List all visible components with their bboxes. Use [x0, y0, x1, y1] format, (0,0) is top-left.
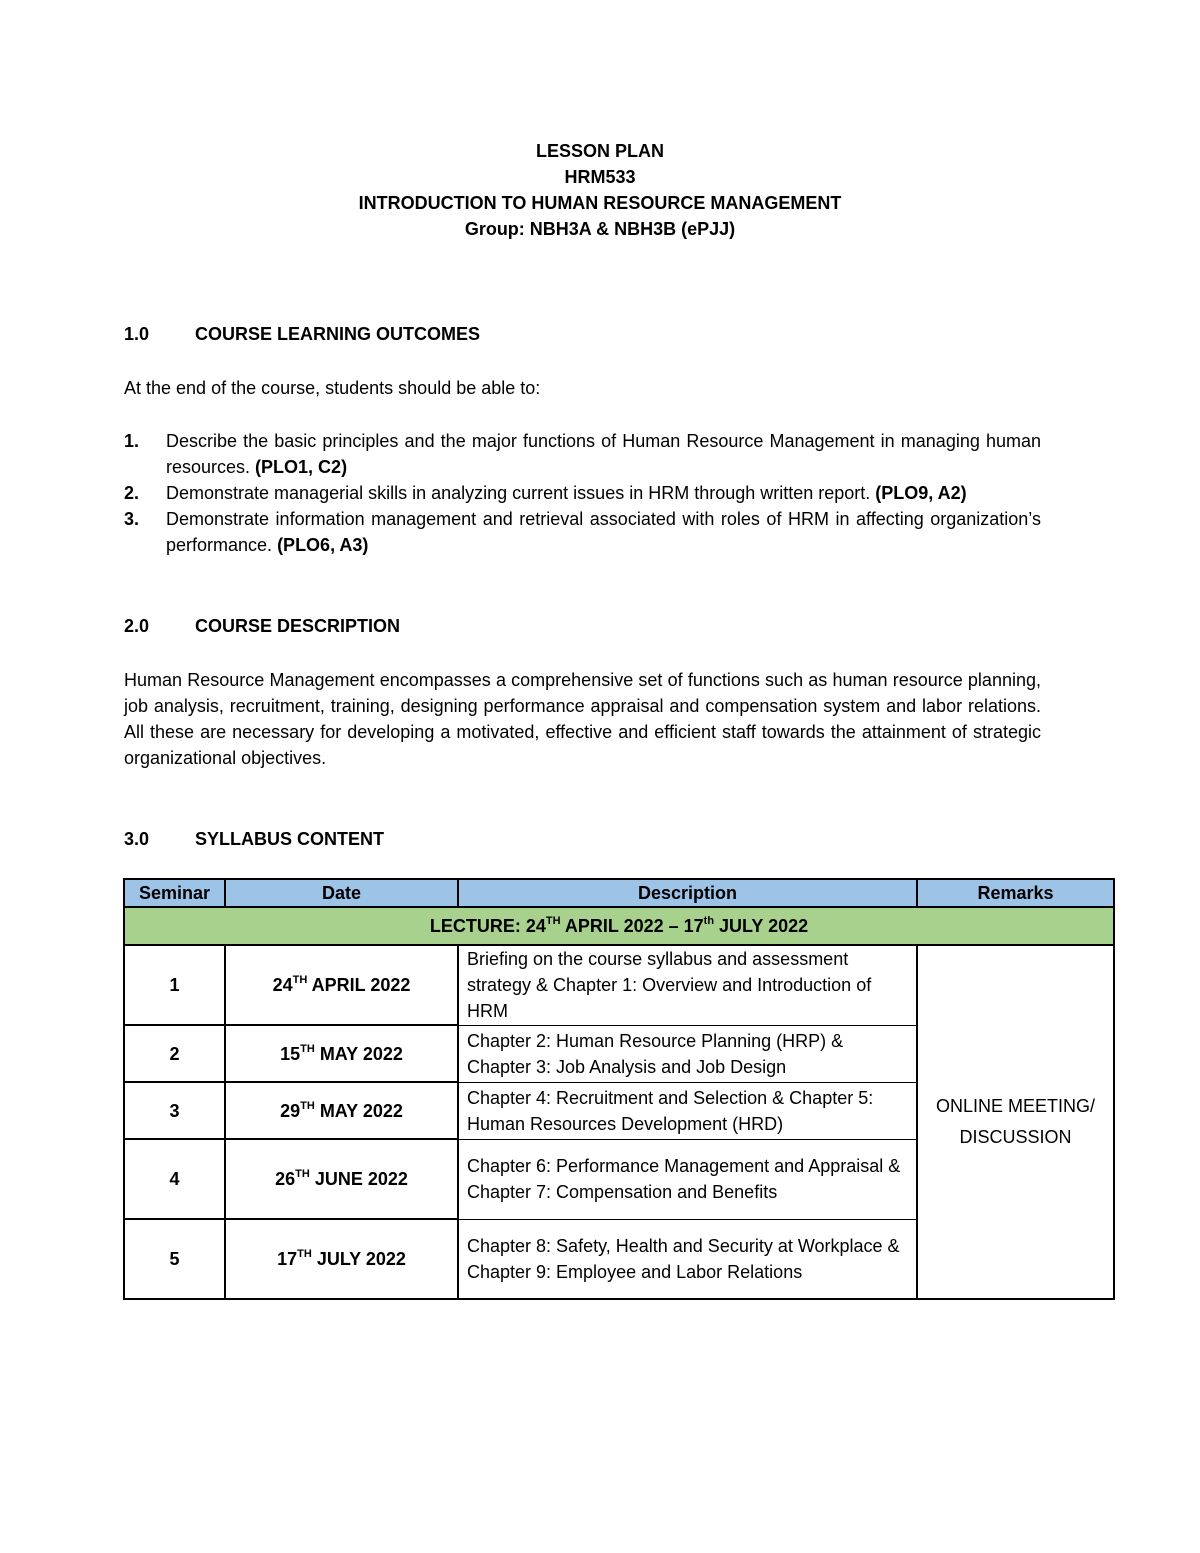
seminar-date	[225, 1139, 458, 1219]
date-superscript: TH	[295, 1168, 310, 1180]
outcome-code: (PLO9, A2)	[875, 483, 967, 503]
date-superscript: TH	[300, 1099, 315, 1112]
outcomes-intro: At the end of the course, students should be able to:	[124, 378, 541, 398]
date-superscript: TH	[297, 1248, 312, 1260]
column-header-date: Date	[225, 879, 458, 907]
seminar-number: 3	[124, 1082, 225, 1139]
outcome-text: Demonstrate information management and retrieval associated with roles of HRM in affecting organization’s performance.	[166, 509, 1041, 555]
date-month-year: JULY 2022	[311, 1249, 406, 1269]
syllabus-table	[123, 878, 1115, 1300]
seminar-description: Chapter 6: Performance Management and Appraisal & Chapter 7: Compensation and Benefits	[458, 1139, 917, 1219]
date-day: 29	[280, 1100, 301, 1121]
seminar-number: 2	[124, 1025, 225, 1082]
title-group: Group: NBH3A & NBH3B (ePJJ)	[464, 219, 736, 239]
section-heading-learning-outcomes	[124, 322, 480, 346]
seminar-description: Briefing on the course syllabus and assessment strategy & Chapter 1: Overview and Introduction of HRM	[458, 945, 917, 1025]
table-header-row	[124, 879, 1114, 907]
lecture-text: APRIL 2022 – 17	[560, 916, 704, 936]
seminar-number: 1	[124, 945, 225, 1025]
outcome-code: (PLO1, C2)	[255, 457, 348, 477]
document-title-block	[0, 138, 1200, 242]
outcome-text: Demonstrate managerial skills in analyzing current issues in HRM through written report.	[166, 483, 876, 503]
seminar-date	[225, 945, 458, 1025]
seminar-number: 5	[124, 1219, 225, 1299]
seminar-date	[225, 1219, 458, 1299]
seminar-date	[225, 1082, 458, 1139]
date-month-year: APRIL 2022	[307, 975, 411, 995]
section-title: COURSE LEARNING OUTCOMES	[195, 324, 481, 344]
title-course-name: INTRODUCTION TO HUMAN RESOURCE MANAGEMENT	[358, 193, 842, 213]
course-description-body: Human Resource Management encompasses a comprehensive set of functions such as human resource planning, job analysis, recruitment, training, designing performance appraisal and compensation system and labor relations. All these are necessary for developing a motivated, effective and efficient staff towards the attainment of strategic organizational objectives.	[124, 670, 1041, 768]
list-item	[124, 480, 1041, 506]
date-superscript: TH	[292, 974, 308, 986]
lecture-period-row	[124, 907, 1114, 945]
table-row	[124, 945, 1114, 1025]
seminar-description: Chapter 2: Human Resource Planning (HRP) & Chapter 3: Job Analysis and Job Design	[458, 1025, 917, 1082]
date-day: 17	[277, 1249, 298, 1269]
lecture-text: LECTURE: 24	[429, 916, 546, 936]
date-day: 15	[280, 1043, 301, 1064]
section-number: 2.0	[124, 616, 150, 636]
date-month-year: MAY 2022	[314, 1043, 403, 1064]
date-superscript: TH	[300, 1042, 315, 1055]
seminar-number: 4	[124, 1139, 225, 1219]
list-item	[124, 428, 1041, 480]
remarks-cell: ONLINE MEETING/ DISCUSSION	[917, 945, 1114, 1299]
column-header-seminar: Seminar	[124, 879, 225, 907]
date-day: 24	[272, 975, 293, 995]
section-number: 3.0	[124, 829, 150, 849]
outcome-code: (PLO6, A3)	[277, 535, 369, 555]
section-heading-syllabus-content	[124, 827, 384, 851]
section-title: COURSE DESCRIPTION	[195, 616, 401, 636]
list-marker: 1.	[124, 431, 140, 451]
column-header-remarks: Remarks	[917, 879, 1114, 907]
title-course-code: HRM533	[564, 167, 636, 187]
lecture-superscript: TH	[545, 915, 561, 927]
lecture-period-cell	[124, 907, 1114, 945]
seminar-description: Chapter 4: Recruitment and Selection & Chapter 5: Human Resources Development (HRD)	[458, 1082, 917, 1139]
section-heading-course-description	[124, 614, 400, 638]
date-month-year: MAY 2022	[314, 1100, 403, 1121]
learning-outcomes-list	[124, 428, 1041, 558]
section-number: 1.0	[124, 324, 150, 344]
list-marker: 2.	[124, 483, 140, 503]
list-item	[124, 506, 1041, 558]
column-header-description: Description	[458, 879, 917, 907]
lecture-text: JULY 2022	[714, 916, 809, 936]
list-marker: 3.	[124, 509, 140, 529]
title-lesson-plan: LESSON PLAN	[535, 141, 664, 161]
section-title: SYLLABUS CONTENT	[195, 829, 384, 849]
outcome-text: Describe the basic principles and the major functions of Human Resource Management in managing human resources.	[166, 431, 1041, 477]
seminar-description: Chapter 8: Safety, Health and Security at Workplace & Chapter 9: Employee and Labor Relations	[458, 1219, 917, 1299]
lecture-superscript: th	[703, 915, 715, 927]
seminar-date	[225, 1025, 458, 1082]
date-day: 26	[275, 1169, 296, 1189]
date-month-year: JUNE 2022	[309, 1169, 408, 1189]
